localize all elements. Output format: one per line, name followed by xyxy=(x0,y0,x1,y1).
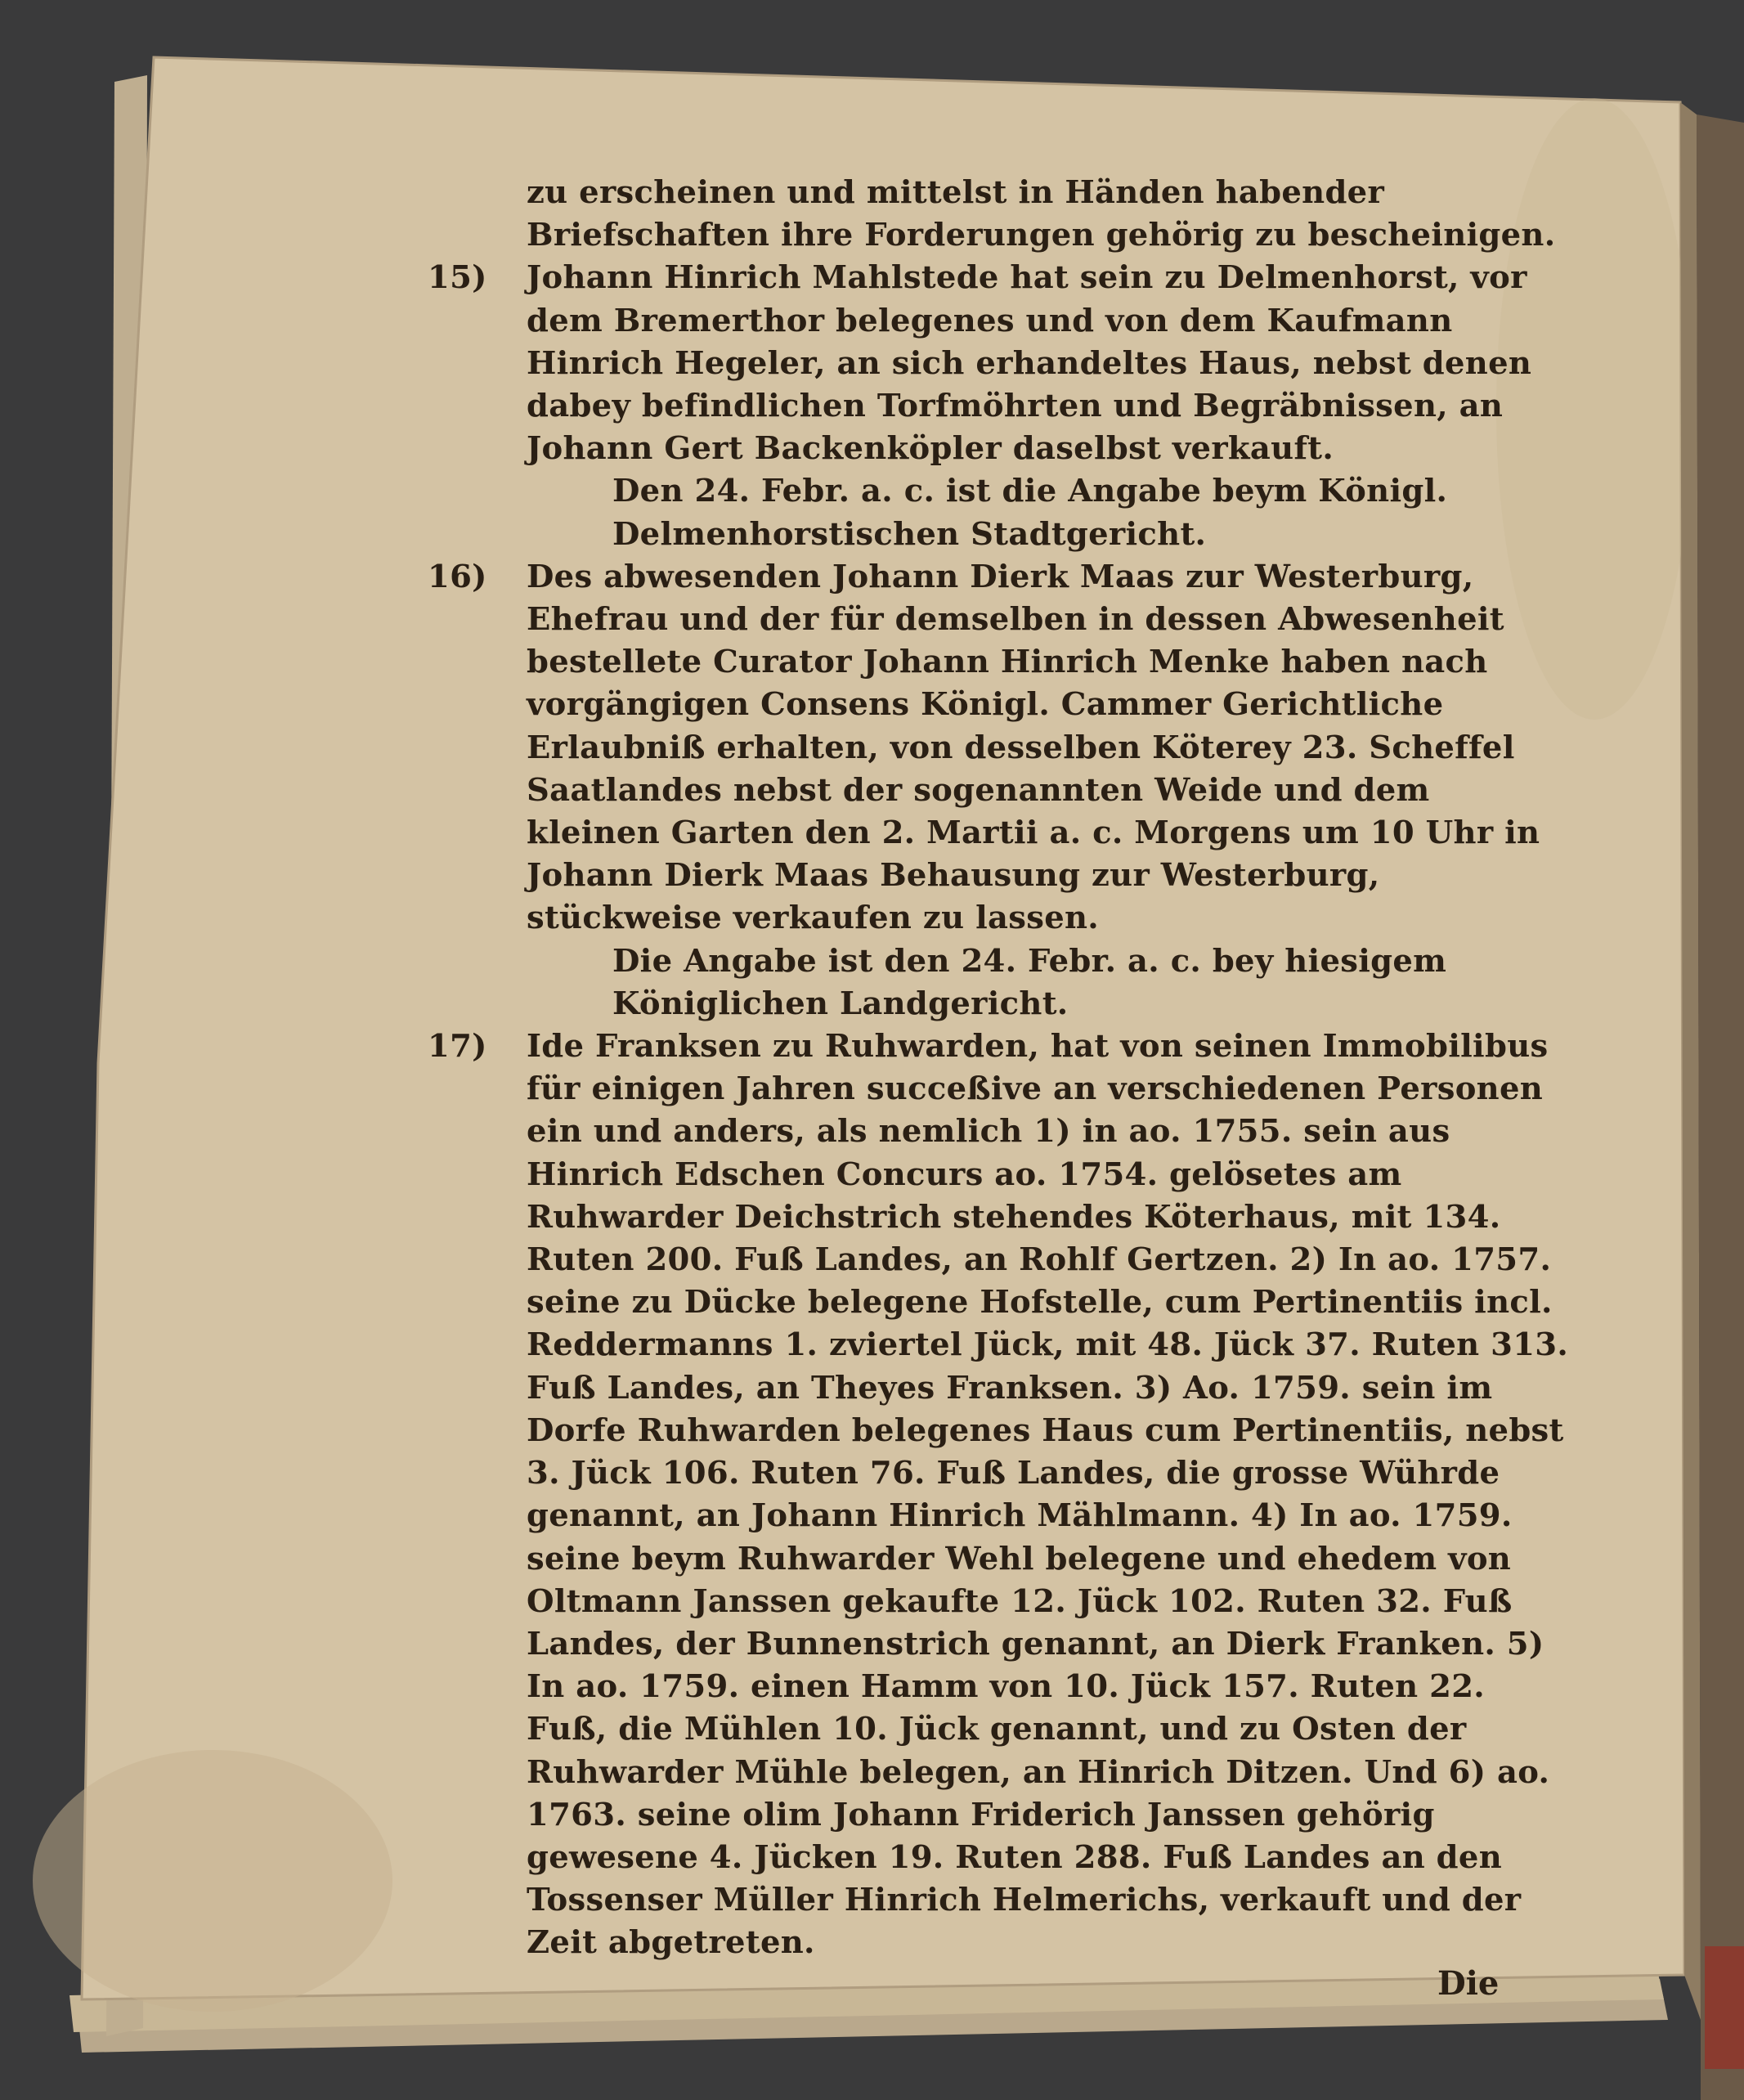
entry-number: 15) xyxy=(428,259,487,297)
catchword: Die xyxy=(1437,1964,1500,2003)
entry-15 xyxy=(428,257,1570,555)
entry-note: Den 24. Febr. a. c. ist die Angabe beym Königl. Delmenhorstischen Stadtgericht. xyxy=(612,473,1448,553)
page-text-block xyxy=(428,172,1570,1965)
entry-text: Johann Hinrich Mahlstede hat sein zu Delmenhorst, vor dem Bremerthor belegenes und von dem Kaufmann Hinrich Hegeler, an sich erhandeltes Haus, nebst denen dabey befindlichen Torfmöhrten und Begräbnissen, an Johann Gert Backenköpler daselbst verkauft. xyxy=(527,259,1532,468)
entry-number: 17) xyxy=(428,1028,487,1066)
continuation-paragraph: zu erscheinen und mittelst in Händen habender Briefschaften ihre Forderungen gehörig zu bescheinigen. xyxy=(527,174,1556,254)
binding-red-edge xyxy=(1705,1946,1744,2069)
entry-17 xyxy=(428,1025,1570,1964)
entry-16 xyxy=(428,556,1570,1025)
binding xyxy=(1697,114,1744,2100)
entry-number: 16) xyxy=(428,558,487,595)
entry-note: Die Angabe ist den 24. Febr. a. c. bey hiesigem Königlichen Landgericht. xyxy=(612,942,1447,1022)
entry-text: Des abwesenden Johann Dierk Maas zur Westerburg, Ehefrau und der für demselben in dessen Abwesenheit bestellete Curator Johann Hinrich Menke haben nach vorgängigen Consens Königl. Cammer Gerichtliche Erlaubniß erhalten, von desselben Köterey 23. Scheffel Saatlandes nebst der sogenannten Weide und dem kleinen Garten den 2. Martii a. c. Morgens um 10 Uhr in Johann Dierk Maas Behausung zur Westerburg, stückweise verkaufen zu lassen. xyxy=(527,558,1540,937)
entry-text: Ide Franksen zu Ruhwarden, hat von seinen Immobilibus für einigen Jahren succeßive an verschiedenen Personen ein und anders, als nemlich 1) in ao. 1755. sein aus Hinrich Edschen Concurs ao. 1754. gelösetes am Ruhwarder Deichstrich stehendes Köterhaus, mit 134. Ruten 200. Fuß Landes, an Rohlf Gertzen. 2) In ao. 1757. seine zu Dücke belegene Hofstelle, cum Pertinentiis incl. Reddermanns 1. zviertel Jück, mit 48. Jück 37. Ruten 313. Fuß Landes, an Theyes Franksen. 3) Ao. 1759. sein im Dorfe Ruhwarden belegenes Haus cum Pertinentiis, nebst 3. Jück 106. Ruten 76. Fuß Landes, die grosse Wührde genannt, an Johann Hinrich Mählmann. 4) In ao. 1759. seine beym Ruhwarder Wehl belegene und ehedem von Oltmann Janssen gekaufte 12. Jück 102. Ruten 32. Fuß Landes, der Bunnenstrich genannt, an Dierk Franken. 5) In ao. 1759. einen Hamm von 10. Jück 157. Ruten 22. Fuß, die Mühlen 10. Jück genannt, und zu Osten der Ruhwarder Mühle belegen, an Hinrich Ditzen. Und 6) ao. 1763. seine olim Johann Friderich Janssen gehörig gewesene 4. Jücken 19. Ruten 288. Fuß Landes an den Tossenser Müller Hinrich Helmerichs, verkauft und der Zeit abgetreten. xyxy=(527,1028,1569,1962)
page-stain xyxy=(33,1750,392,2012)
